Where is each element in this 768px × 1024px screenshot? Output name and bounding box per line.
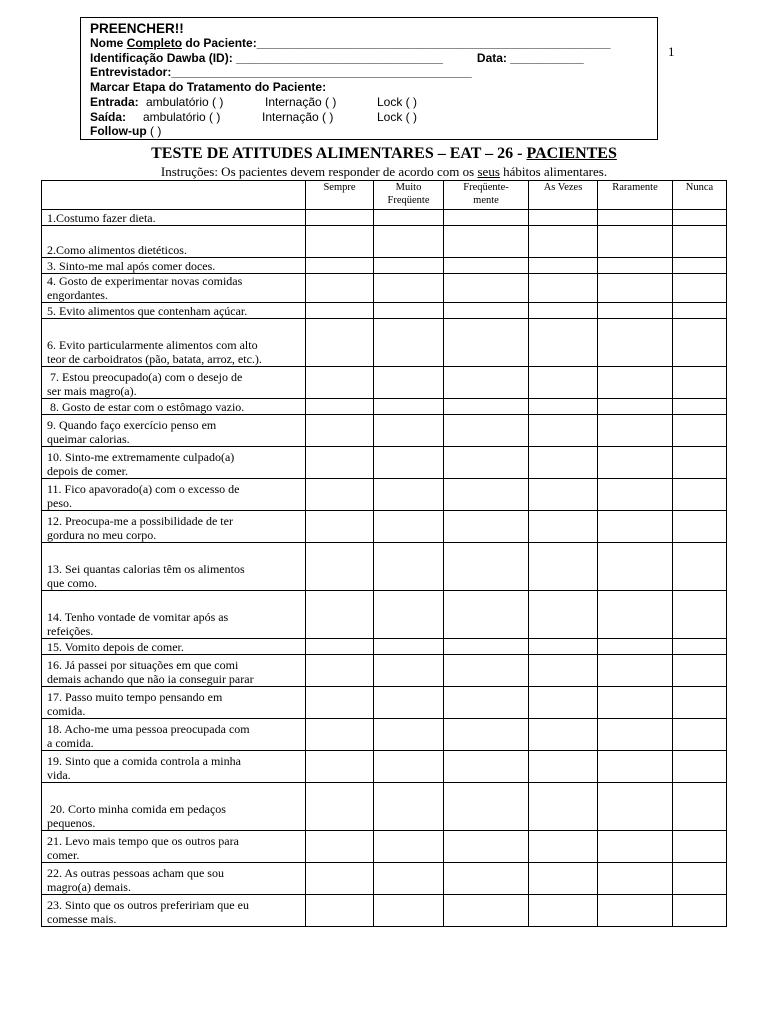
question-text xyxy=(42,258,306,274)
answer-cell-as-vezes[interactable] xyxy=(529,591,598,639)
question-text-line: 22. As outras pessoas acham que sou xyxy=(47,866,224,880)
answer-cell-muito-frequente[interactable] xyxy=(374,274,444,303)
answer-cell-as-vezes[interactable] xyxy=(529,511,598,543)
answer-cell-raramente[interactable] xyxy=(598,319,673,367)
answer-cell-raramente[interactable] xyxy=(598,274,673,303)
answer-cell-as-vezes[interactable] xyxy=(529,783,598,831)
answer-cell-raramente[interactable] xyxy=(598,687,673,719)
saida-label: Saída: xyxy=(90,109,127,124)
answer-cell-nunca[interactable] xyxy=(673,367,727,399)
question-row xyxy=(42,543,727,591)
answer-cell-frequentemente[interactable] xyxy=(444,210,529,226)
answer-cell-raramente[interactable] xyxy=(598,415,673,447)
saida-lock-option[interactable]: Lock ( ) xyxy=(377,109,418,124)
patient-name-field[interactable]: _____________________________________________________ xyxy=(256,36,611,50)
question-text-line: comida. xyxy=(47,704,86,718)
saida-ambulatorio-option[interactable]: ambulatório ( ) xyxy=(143,109,221,124)
column-header-line1: Muito xyxy=(395,182,422,193)
question-row xyxy=(42,274,727,303)
answer-cell-sempre[interactable] xyxy=(306,415,374,447)
question-text-line: 5. Evito alimentos que contenham açúcar. xyxy=(47,304,248,318)
saida-internacao-option[interactable]: Internação ( ) xyxy=(262,109,334,124)
answer-cell-nunca[interactable] xyxy=(673,479,727,511)
answer-cell-nunca[interactable] xyxy=(673,511,727,543)
question-text xyxy=(42,399,306,415)
date-label: Data: xyxy=(476,50,511,65)
answer-cell-muito-frequente[interactable] xyxy=(374,367,444,399)
question-text-line: 14. Tenho vontade de vomitar após as xyxy=(47,610,229,624)
answer-cell-frequentemente[interactable] xyxy=(444,274,529,303)
question-text xyxy=(42,319,306,367)
question-text xyxy=(42,639,306,655)
answer-cell-sempre[interactable] xyxy=(306,399,374,415)
entrada-line xyxy=(90,95,657,110)
answer-cell-frequentemente[interactable] xyxy=(444,719,529,751)
answer-cell-as-vezes[interactable] xyxy=(529,719,598,751)
question-text-line: demais achando que não ia conseguir parar xyxy=(47,672,254,686)
answer-cell-sempre[interactable] xyxy=(306,319,374,367)
answer-cell-muito-frequente[interactable] xyxy=(374,687,444,719)
answer-cell-as-vezes[interactable] xyxy=(529,399,598,415)
answer-cell-sempre[interactable] xyxy=(306,226,374,258)
question-text xyxy=(42,591,306,639)
answer-cell-muito-frequente[interactable] xyxy=(374,895,444,927)
entrada-label: Entrada: xyxy=(90,94,139,109)
question-text xyxy=(42,479,306,511)
question-text xyxy=(42,687,306,719)
question-row xyxy=(42,367,727,399)
answer-cell-raramente[interactable] xyxy=(598,639,673,655)
question-text xyxy=(42,863,306,895)
answer-cell-as-vezes[interactable] xyxy=(529,258,598,274)
dawba-id-field[interactable]: _______________________________ xyxy=(236,50,443,65)
answer-cell-raramente[interactable] xyxy=(598,831,673,863)
entrada-ambulatorio-option[interactable]: ambulatório ( ) xyxy=(146,94,224,109)
interviewer-field[interactable]: _____________________________________________ xyxy=(171,65,472,80)
answer-cell-frequentemente[interactable] xyxy=(444,511,529,543)
question-text-line: teor de carboidratos (pão, batata, arroz, etc.). xyxy=(47,352,262,366)
question-row xyxy=(42,447,727,479)
column-header-line1: As Vezes xyxy=(543,182,583,193)
column-header-line1: Nunca xyxy=(685,182,714,193)
question-text xyxy=(42,274,306,303)
instructions-post: hábitos alimentares. xyxy=(499,164,608,179)
answer-cell-nunca[interactable] xyxy=(673,415,727,447)
question-text-line: 8. Gosto de estar com o estômago vazio. xyxy=(47,400,245,414)
treatment-stage-label: Marcar Etapa do Tratamento do Paciente: xyxy=(90,80,327,95)
question-row xyxy=(42,319,727,367)
answer-cell-raramente[interactable] xyxy=(598,226,673,258)
answer-cell-raramente[interactable] xyxy=(598,783,673,831)
question-text-line: engordantes. xyxy=(47,288,108,302)
question-row xyxy=(42,687,727,719)
answer-cell-muito-frequente[interactable] xyxy=(374,591,444,639)
answer-cell-muito-frequente[interactable] xyxy=(374,303,444,319)
column-header-line2: Freqüente xyxy=(387,195,430,206)
column-header-line1: Sempre xyxy=(323,182,356,193)
answer-cell-sempre[interactable] xyxy=(306,367,374,399)
answer-cell-raramente[interactable] xyxy=(598,895,673,927)
answer-cell-nunca[interactable] xyxy=(673,399,727,415)
dawba-id-label: Identificação Dawba (ID): xyxy=(90,50,237,65)
question-text-line: peso. xyxy=(47,496,72,510)
answer-cell-raramente[interactable] xyxy=(598,751,673,783)
question-row xyxy=(42,399,727,415)
instructions xyxy=(40,164,728,180)
answer-cell-sempre[interactable] xyxy=(306,783,374,831)
answer-cell-muito-frequente[interactable] xyxy=(374,639,444,655)
answer-cell-as-vezes[interactable] xyxy=(529,863,598,895)
question-text-line: gordura no meu corpo. xyxy=(47,528,157,542)
question-text xyxy=(42,415,306,447)
answer-cell-nunca[interactable] xyxy=(673,863,727,895)
saida-line xyxy=(90,110,657,125)
question-text-line: 4. Gosto de experimentar novas comidas xyxy=(47,274,243,288)
followup-option[interactable]: ( ) xyxy=(150,124,162,139)
question-text-line: 23. Sinto que os outros prefeririam que eu xyxy=(47,898,249,912)
entrada-internacao-option[interactable]: Internação ( ) xyxy=(265,94,337,109)
answer-cell-frequentemente[interactable] xyxy=(444,543,529,591)
column-header-as-vezes xyxy=(529,181,598,210)
question-text-line: queimar calorias. xyxy=(47,432,130,446)
question-text-line: 10. Sinto-me extremamente culpado(a) xyxy=(47,450,235,464)
question-text-line: pequenos. xyxy=(47,816,96,830)
answer-cell-sempre[interactable] xyxy=(306,687,374,719)
answer-cell-frequentemente[interactable] xyxy=(444,831,529,863)
answer-cell-sempre[interactable] xyxy=(306,639,374,655)
answer-cell-as-vezes[interactable] xyxy=(529,415,598,447)
question-text-line: refeições. xyxy=(47,624,94,638)
question-row xyxy=(42,210,727,226)
answer-cell-as-vezes[interactable] xyxy=(529,655,598,687)
answer-cell-sempre[interactable] xyxy=(306,303,374,319)
question-text-line: a comida. xyxy=(47,736,94,750)
question-row xyxy=(42,751,727,783)
answer-cell-raramente[interactable] xyxy=(598,655,673,687)
column-header-muito-frequente xyxy=(374,181,444,210)
question-text-line: comer. xyxy=(47,848,80,862)
answer-cell-muito-frequente[interactable] xyxy=(374,751,444,783)
answer-cell-nunca[interactable] xyxy=(673,639,727,655)
answer-cell-sempre[interactable] xyxy=(306,511,374,543)
question-text-line: 1.Costumo fazer dieta. xyxy=(47,211,156,225)
answer-cell-frequentemente[interactable] xyxy=(444,687,529,719)
question-text-line: comesse mais. xyxy=(47,912,117,926)
question-text xyxy=(42,719,306,751)
document-title-main: TESTE DE ATITUDES ALIMENTARES – EAT – 26 - xyxy=(151,145,527,162)
dawba-id-line[interactable] xyxy=(90,51,657,66)
answer-cell-raramente[interactable] xyxy=(598,543,673,591)
answer-cell-as-vezes[interactable] xyxy=(529,831,598,863)
instructions-pre: Instruções: Os pacientes devem responder de acordo com os xyxy=(160,164,478,179)
question-text-line: 9. Quando faço exercício penso em xyxy=(47,418,217,432)
question-text xyxy=(42,543,306,591)
question-text-line: que como. xyxy=(47,576,97,590)
answer-cell-raramente[interactable] xyxy=(598,447,673,479)
table-header-row xyxy=(42,181,727,210)
question-text xyxy=(42,367,306,399)
followup-label: Follow-up xyxy=(90,124,147,139)
column-header-nunca xyxy=(673,181,727,210)
answer-cell-nunca[interactable] xyxy=(673,226,727,258)
patient-name-label-pre: Nome xyxy=(90,36,127,50)
answer-cell-nunca[interactable] xyxy=(673,687,727,719)
column-header-line2: mente xyxy=(473,195,499,206)
answer-cell-sempre[interactable] xyxy=(306,831,374,863)
question-row xyxy=(42,863,727,895)
answer-cell-as-vezes[interactable] xyxy=(529,751,598,783)
answer-cell-raramente[interactable] xyxy=(598,258,673,274)
patient-info-box xyxy=(80,17,658,140)
question-text-line: 18. Acho-me uma pessoa preocupada com xyxy=(47,722,250,736)
answer-cell-nunca[interactable] xyxy=(673,274,727,303)
question-text-line: 7. Estou preocupado(a) com o desejo de xyxy=(47,370,243,384)
question-text-line: depois de comer. xyxy=(47,464,128,478)
question-text xyxy=(42,655,306,687)
answer-cell-frequentemente[interactable] xyxy=(444,863,529,895)
fill-in-title: PREENCHER!! xyxy=(90,21,184,36)
question-text xyxy=(42,303,306,319)
question-text-line: 6. Evito particularmente alimentos com alto xyxy=(47,338,258,352)
answer-cell-sempre[interactable] xyxy=(306,258,374,274)
answer-cell-muito-frequente[interactable] xyxy=(374,831,444,863)
question-text-line: 13. Sei quantas calorias têm os alimentos xyxy=(47,562,245,576)
question-row xyxy=(42,655,727,687)
answer-cell-sempre[interactable] xyxy=(306,863,374,895)
question-text-line: 20. Corto minha comida em pedaços xyxy=(47,802,226,816)
question-text xyxy=(42,210,306,226)
answer-cell-as-vezes[interactable] xyxy=(529,895,598,927)
column-header-sempre xyxy=(306,181,374,210)
answer-cell-frequentemente[interactable] xyxy=(444,319,529,367)
question-text xyxy=(42,895,306,927)
column-header-frequentemente xyxy=(444,181,529,210)
answer-cell-nunca[interactable] xyxy=(673,258,727,274)
column-header-raramente xyxy=(598,181,673,210)
question-column-header xyxy=(42,181,306,210)
answer-cell-frequentemente[interactable] xyxy=(444,447,529,479)
question-text-line: 21. Levo mais tempo que os outros para xyxy=(47,834,239,848)
question-text xyxy=(42,447,306,479)
answer-cell-frequentemente[interactable] xyxy=(444,655,529,687)
question-row xyxy=(42,719,727,751)
answer-cell-as-vezes[interactable] xyxy=(529,367,598,399)
patient-name-line[interactable] xyxy=(90,36,657,51)
question-text-line: 16. Já passei por situações em que comi xyxy=(47,658,239,672)
answer-cell-as-vezes[interactable] xyxy=(529,479,598,511)
answer-cell-nunca[interactable] xyxy=(673,895,727,927)
answer-cell-as-vezes[interactable] xyxy=(529,543,598,591)
answer-cell-nunca[interactable] xyxy=(673,831,727,863)
answer-cell-sempre[interactable] xyxy=(306,210,374,226)
answer-cell-frequentemente[interactable] xyxy=(444,895,529,927)
question-text-line: 11. Fico apavorado(a) com o excesso de xyxy=(47,482,240,496)
answer-cell-muito-frequente[interactable] xyxy=(374,415,444,447)
answer-cell-sempre[interactable] xyxy=(306,655,374,687)
question-row xyxy=(42,415,727,447)
answer-cell-as-vezes[interactable] xyxy=(529,447,598,479)
answer-cell-nunca[interactable] xyxy=(673,591,727,639)
answer-cell-muito-frequente[interactable] xyxy=(374,447,444,479)
answer-cell-nunca[interactable] xyxy=(673,719,727,751)
answer-cell-as-vezes[interactable] xyxy=(529,210,598,226)
document-title-underlined: PACIENTES xyxy=(526,145,617,162)
interviewer-line[interactable] xyxy=(90,65,657,80)
question-row xyxy=(42,639,727,655)
question-text-line: 2.Como alimentos dietéticos. xyxy=(47,243,187,257)
answer-cell-as-vezes[interactable] xyxy=(529,687,598,719)
question-row xyxy=(42,226,727,258)
question-row xyxy=(42,783,727,831)
answer-cell-frequentemente[interactable] xyxy=(444,783,529,831)
answer-cell-raramente[interactable] xyxy=(598,367,673,399)
answer-cell-frequentemente[interactable] xyxy=(444,303,529,319)
question-text xyxy=(42,511,306,543)
answer-cell-sempre[interactable] xyxy=(306,543,374,591)
answer-cell-raramente[interactable] xyxy=(598,303,673,319)
answer-cell-nunca[interactable] xyxy=(673,447,727,479)
answer-cell-frequentemente[interactable] xyxy=(444,591,529,639)
answer-cell-muito-frequente[interactable] xyxy=(374,479,444,511)
patient-name-label-underlined: Completo xyxy=(126,36,183,50)
question-row xyxy=(42,591,727,639)
patient-name-label-post: do Paciente: xyxy=(182,36,257,50)
answer-cell-muito-frequente[interactable] xyxy=(374,543,444,591)
answer-cell-frequentemente[interactable] xyxy=(444,479,529,511)
question-text-line: 3. Sinto-me mal após comer doces. xyxy=(47,259,216,273)
page-number: 1 xyxy=(668,44,675,59)
column-header-line1: Freqüente- xyxy=(463,182,509,193)
question-row xyxy=(42,479,727,511)
answer-cell-nunca[interactable] xyxy=(673,543,727,591)
question-row xyxy=(42,895,727,927)
answer-cell-raramente[interactable] xyxy=(598,511,673,543)
answer-cell-as-vezes[interactable] xyxy=(529,639,598,655)
answer-cell-muito-frequente[interactable] xyxy=(374,258,444,274)
answer-cell-frequentemente[interactable] xyxy=(444,226,529,258)
question-text xyxy=(42,783,306,831)
interviewer-label: Entrevistador: xyxy=(90,65,172,80)
answer-cell-frequentemente[interactable] xyxy=(444,415,529,447)
question-text-line: 17. Passo muito tempo pensando em xyxy=(47,690,223,704)
question-text xyxy=(42,226,306,258)
answer-cell-sempre[interactable] xyxy=(306,719,374,751)
answer-cell-frequentemente[interactable] xyxy=(444,367,529,399)
answer-cell-muito-frequente[interactable] xyxy=(374,511,444,543)
eat-26-questionnaire-table xyxy=(41,180,727,927)
answer-cell-muito-frequente[interactable] xyxy=(374,226,444,258)
answer-cell-frequentemente[interactable] xyxy=(444,639,529,655)
answer-cell-nunca[interactable] xyxy=(673,303,727,319)
answer-cell-nunca[interactable] xyxy=(673,319,727,367)
answer-cell-as-vezes[interactable] xyxy=(529,303,598,319)
answer-cell-as-vezes[interactable] xyxy=(529,274,598,303)
answer-cell-muito-frequente[interactable] xyxy=(374,319,444,367)
question-text xyxy=(42,751,306,783)
answer-cell-frequentemente[interactable] xyxy=(444,751,529,783)
answer-cell-nunca[interactable] xyxy=(673,751,727,783)
answer-cell-nunca[interactable] xyxy=(673,783,727,831)
answer-cell-raramente[interactable] xyxy=(598,210,673,226)
question-row xyxy=(42,303,727,319)
answer-cell-raramente[interactable] xyxy=(598,719,673,751)
answer-cell-raramente[interactable] xyxy=(598,863,673,895)
table-body xyxy=(42,210,727,927)
answer-cell-raramente[interactable] xyxy=(598,591,673,639)
answer-cell-muito-frequente[interactable] xyxy=(374,783,444,831)
question-text-line: magro(a) demais. xyxy=(47,880,131,894)
instructions-underlined: seus xyxy=(477,164,500,179)
answer-cell-sempre[interactable] xyxy=(306,591,374,639)
answer-cell-muito-frequente[interactable] xyxy=(374,210,444,226)
answer-cell-nunca[interactable] xyxy=(673,210,727,226)
question-text xyxy=(42,831,306,863)
question-text-line: 15. Vomito depois de comer. xyxy=(47,640,184,654)
answer-cell-muito-frequente[interactable] xyxy=(374,399,444,415)
answer-cell-raramente[interactable] xyxy=(598,479,673,511)
answer-cell-frequentemente[interactable] xyxy=(444,399,529,415)
answer-cell-sempre[interactable] xyxy=(306,274,374,303)
question-row xyxy=(42,831,727,863)
answer-cell-muito-frequente[interactable] xyxy=(374,719,444,751)
question-row xyxy=(42,511,727,543)
answer-cell-nunca[interactable] xyxy=(673,655,727,687)
answer-cell-sempre[interactable] xyxy=(306,895,374,927)
question-text-line: 12. Preocupa-me a possibilidade de ter xyxy=(47,514,233,528)
answer-cell-as-vezes[interactable] xyxy=(529,226,598,258)
question-row xyxy=(42,258,727,274)
document-title xyxy=(40,144,728,164)
answer-cell-sempre[interactable] xyxy=(306,447,374,479)
column-header-line1: Raramente xyxy=(612,182,658,193)
answer-cell-sempre[interactable] xyxy=(306,479,374,511)
question-text-line: vida. xyxy=(47,768,71,782)
entrada-lock-option[interactable]: Lock ( ) xyxy=(377,94,418,109)
date-field[interactable]: ___________ xyxy=(510,50,584,65)
question-text-line: ser mais magro(a). xyxy=(47,384,137,398)
question-text-line: 19. Sinto que a comida controla a minha xyxy=(47,754,241,768)
answer-cell-frequentemente[interactable] xyxy=(444,258,529,274)
answer-cell-sempre[interactable] xyxy=(306,751,374,783)
answer-cell-muito-frequente[interactable] xyxy=(374,655,444,687)
answer-cell-as-vezes[interactable] xyxy=(529,319,598,367)
answer-cell-muito-frequente[interactable] xyxy=(374,863,444,895)
followup-line xyxy=(90,124,657,139)
answer-cell-raramente[interactable] xyxy=(598,399,673,415)
